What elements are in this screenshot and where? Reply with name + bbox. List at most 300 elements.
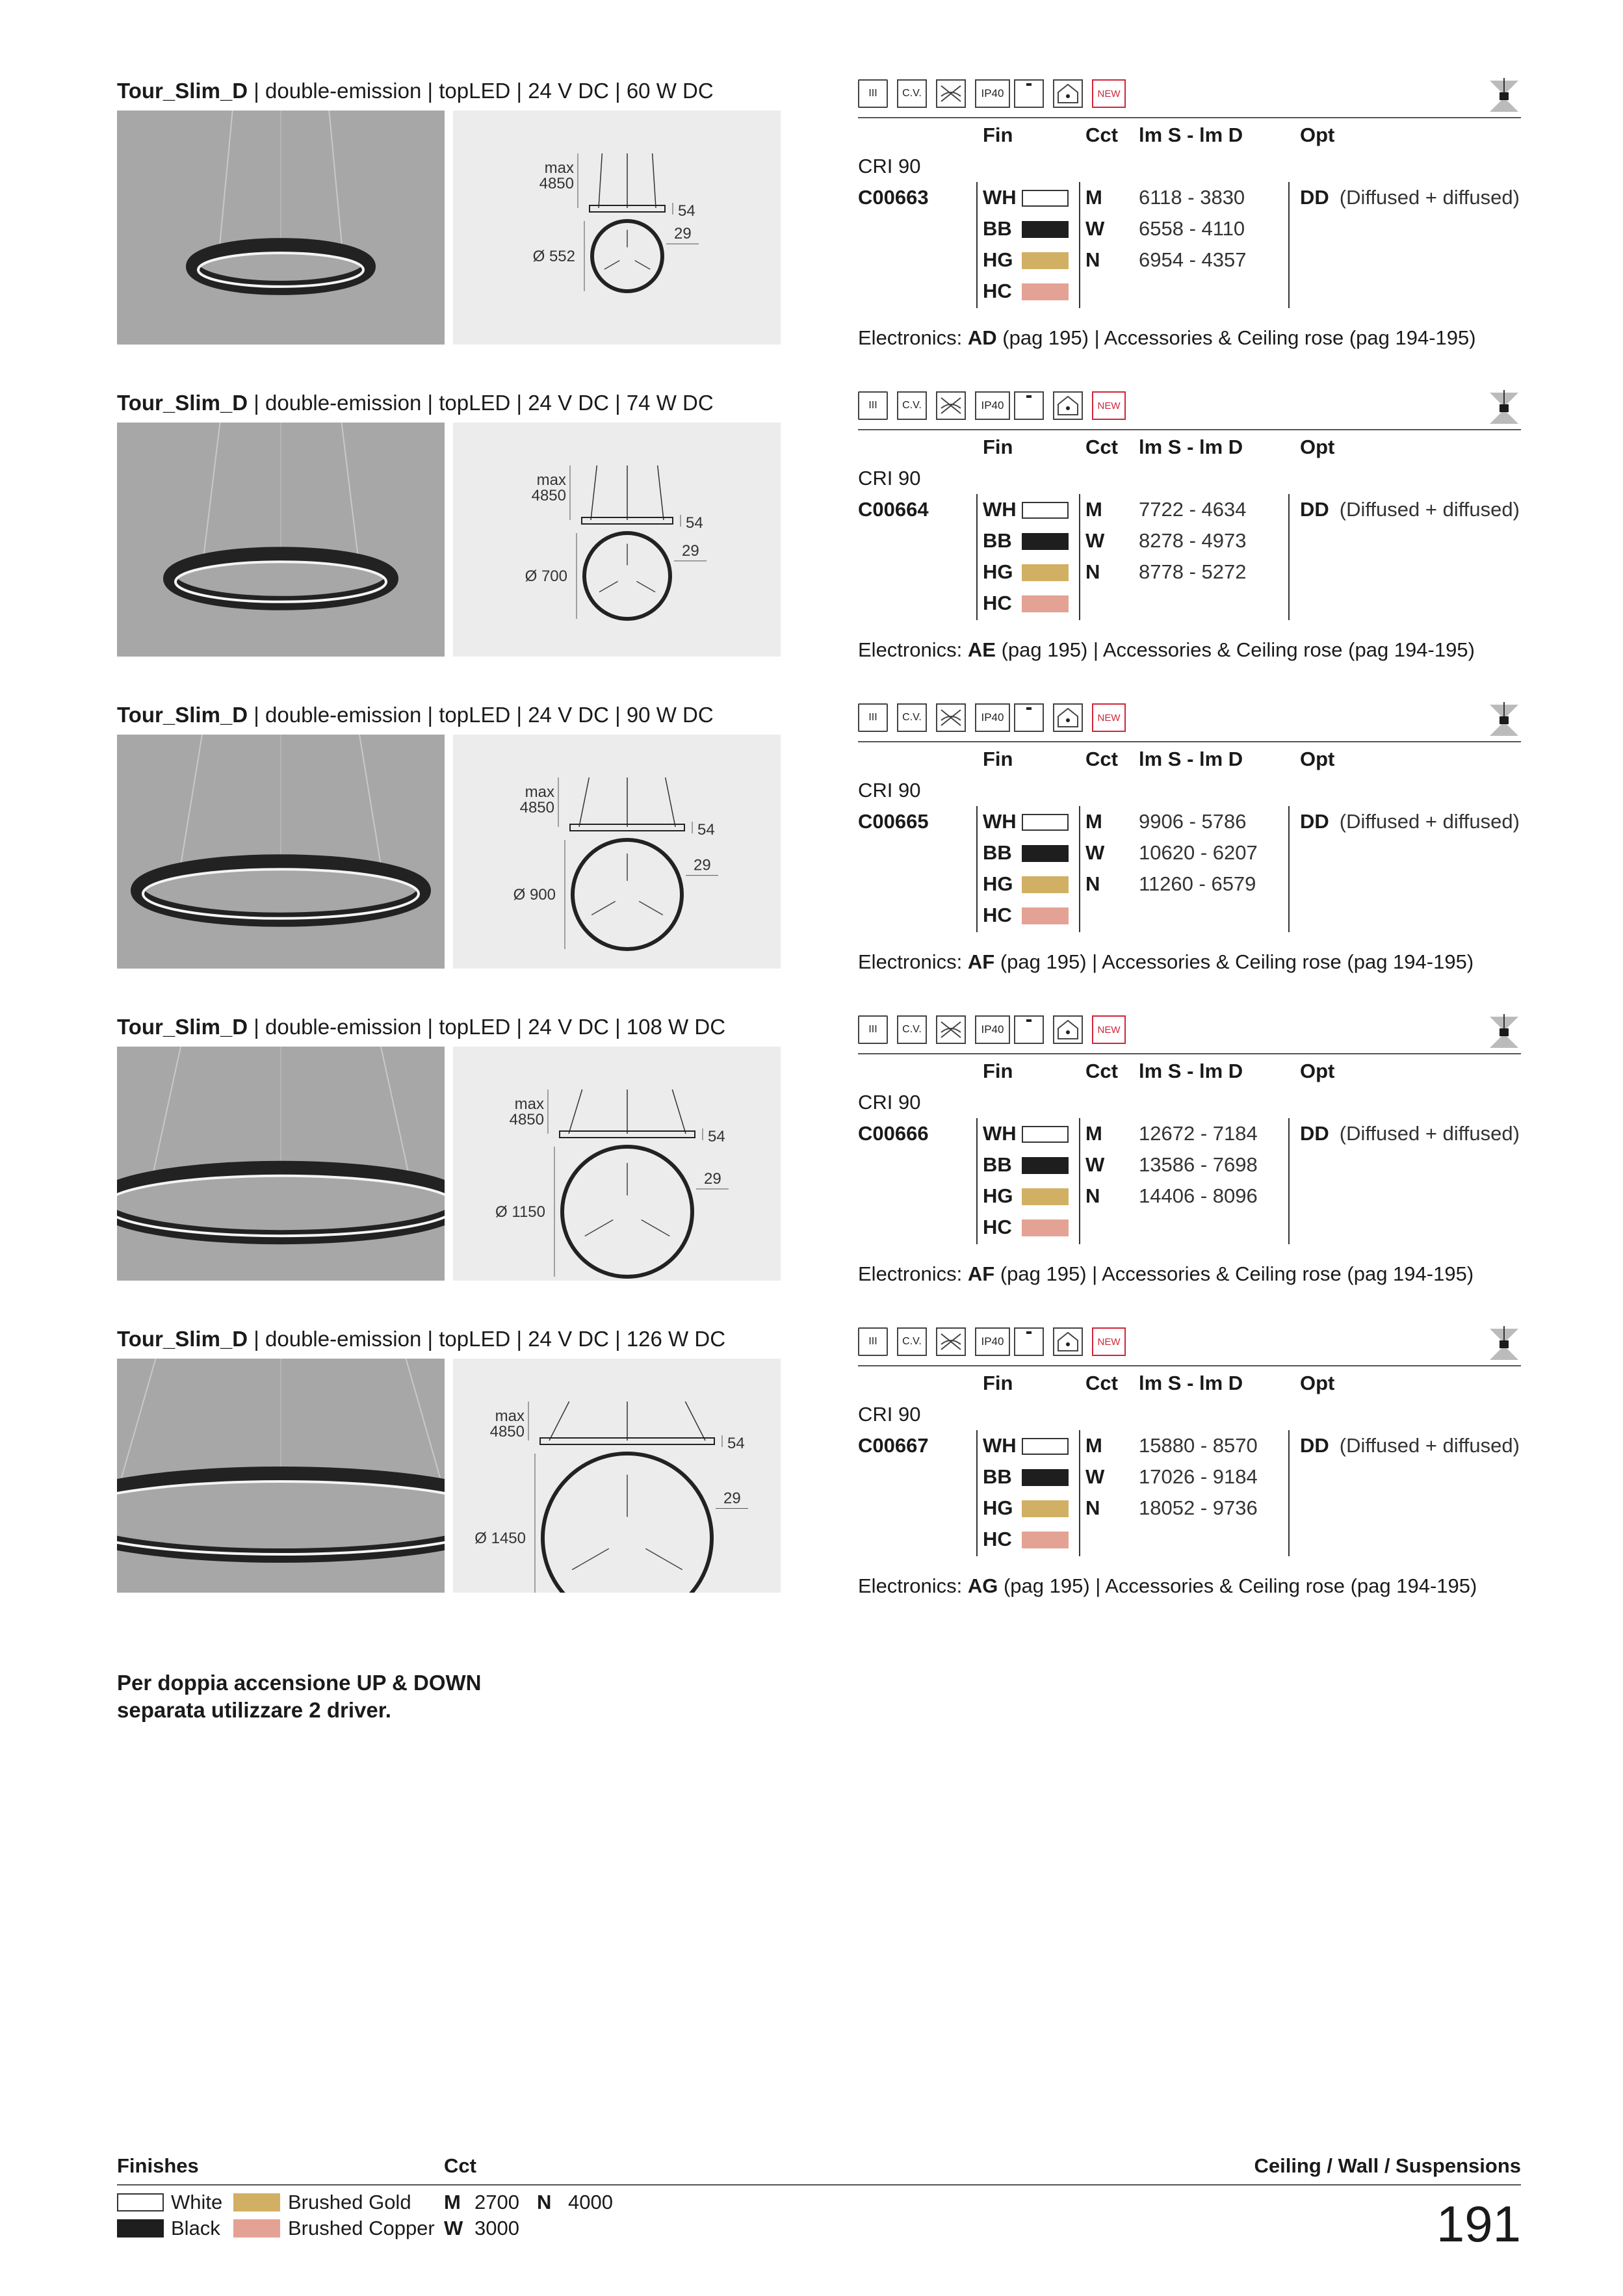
- covering-graphic: [937, 1329, 965, 1355]
- electronics-prefix: Electronics:: [858, 326, 963, 349]
- cct-code: W: [1085, 217, 1105, 240]
- finish-code: BB: [983, 1465, 1012, 1488]
- cct-code: M: [1085, 498, 1102, 521]
- fin-header: Fin: [983, 1372, 1013, 1394]
- indoor-use-icon: [1053, 79, 1083, 108]
- optics-code: DD: [1300, 810, 1329, 833]
- finish-swatch: [1022, 1220, 1069, 1236]
- finish-swatch: [1022, 1500, 1069, 1517]
- covering-graphic: [937, 1017, 965, 1043]
- finish-code: WH: [983, 186, 1017, 209]
- dimension-max-value: 4850: [489, 1423, 525, 1441]
- dimension-height: 54: [708, 1128, 725, 1145]
- column-separator: [976, 1118, 978, 1244]
- electronics-suffix: (pag 195) | Accessories & Ceiling rose (pag 194-195): [1001, 638, 1475, 661]
- electronics-reference: [858, 638, 1475, 662]
- product-name: Tour_Slim_D: [117, 1015, 248, 1039]
- dimension-profile: 29: [723, 1489, 741, 1507]
- ceiling-graphic: [1015, 1017, 1043, 1043]
- drawing-wire: [653, 153, 656, 208]
- double-switching-note: [117, 1669, 482, 1724]
- column-separator: [1079, 1118, 1080, 1244]
- finish-swatch: [1022, 1157, 1069, 1174]
- column-separator: [1079, 494, 1080, 620]
- lumen-header: lm S - lm D: [1139, 436, 1243, 458]
- electronics-suffix: (pag 195) | Accessories & Ceiling rose (pag 194-195): [1003, 1574, 1477, 1597]
- cct-code: N: [1085, 1496, 1100, 1519]
- ceiling-mount-icon: [1014, 79, 1044, 108]
- product-photo: [117, 1047, 445, 1281]
- lumen-value: 10620 - 6207: [1139, 841, 1258, 864]
- dimension-diameter: Ø 552: [532, 248, 575, 265]
- finish-swatch: [1022, 190, 1069, 207]
- finish-swatch: [1022, 502, 1069, 519]
- ring-spoke: [635, 261, 650, 270]
- product-description: | double-emission | topLED | 24 V DC | 60 W DC: [253, 79, 714, 103]
- product-title: [117, 702, 714, 728]
- suspension-body: [1500, 716, 1509, 724]
- ceiling-mount-icon: [1014, 1327, 1044, 1356]
- dimension-profile: 29: [674, 225, 692, 243]
- electronics-reference: [858, 326, 1476, 350]
- certification-icons: [858, 703, 1521, 735]
- product-row: [117, 702, 1521, 1001]
- finish-code: BB: [983, 217, 1012, 240]
- fin-header: Fin: [983, 436, 1013, 458]
- class-iii-icon: III: [858, 79, 888, 108]
- cct-code: M: [1085, 186, 1102, 209]
- spec-table: [858, 78, 1521, 377]
- technical-drawing-graphic: [453, 1359, 781, 1593]
- dimension-profile: 29: [704, 1170, 721, 1188]
- lumen-value: 9906 - 5786: [1139, 810, 1247, 833]
- electronics-code: AF: [967, 1262, 995, 1285]
- finish-swatch: [1022, 533, 1069, 550]
- product-row: [117, 1014, 1521, 1313]
- suspension-body: [1500, 404, 1509, 412]
- lumen-value: 12672 - 7184: [1139, 1122, 1258, 1145]
- optics-code: DD: [1300, 1434, 1329, 1457]
- product-title: [117, 390, 714, 416]
- product-row: [117, 78, 1521, 377]
- no-covering-icon: [936, 703, 966, 732]
- drawing-wire: [672, 1089, 686, 1134]
- pendant-photo-graphic: [117, 423, 445, 657]
- electronics-reference: [858, 1262, 1474, 1286]
- optics-description: (Diffused + diffused): [1339, 810, 1520, 833]
- dimension-max-label: max: [514, 1095, 544, 1113]
- ceiling-mark: [1026, 1019, 1032, 1022]
- indoor-use-icon: [1053, 1327, 1083, 1356]
- finish-swatch: [1022, 1438, 1069, 1455]
- technical-drawing-graphic: [453, 111, 781, 345]
- electronics-suffix: (pag 195) | Accessories & Ceiling rose (pag 194-195): [1002, 326, 1476, 349]
- black-swatch: [117, 2219, 164, 2237]
- ring-plan-view: [543, 1454, 712, 1593]
- ceiling-mark: [1026, 707, 1032, 710]
- ip40-icon: IP40: [975, 703, 1010, 732]
- section-title: Ceiling / Wall / Suspensions: [1254, 2154, 1521, 2177]
- house-graphic: [1054, 1017, 1082, 1043]
- certification-icons: [858, 1327, 1521, 1359]
- spec-divider: [858, 429, 1521, 430]
- finish-swatch: [1022, 1188, 1069, 1205]
- spec-table: [858, 1326, 1521, 1625]
- white-label: White: [171, 2191, 223, 2213]
- lumen-value: 6954 - 4357: [1139, 248, 1247, 271]
- gold-swatch: [233, 2193, 280, 2211]
- spec-divider: [858, 1365, 1521, 1366]
- ring-spoke: [639, 902, 663, 915]
- class-iii-icon: III: [858, 1015, 888, 1044]
- finish-swatch: [1022, 252, 1069, 269]
- lumen-value: 8278 - 4973: [1139, 529, 1247, 552]
- ceiling-mark: [1026, 1331, 1032, 1334]
- drawing-wire: [569, 1089, 582, 1134]
- pendant-photo-graphic: [117, 1047, 445, 1281]
- dimension-max-label: max: [544, 159, 574, 177]
- ceiling-graphic: [1015, 705, 1043, 731]
- electronics-suffix: (pag 195) | Accessories & Ceiling rose (pag 194-195): [1000, 1262, 1474, 1285]
- column-separator: [1079, 182, 1080, 308]
- lumen-value: 8778 - 5272: [1139, 560, 1247, 583]
- suspension-body: [1500, 1340, 1509, 1348]
- dimension-diameter: Ø 1450: [474, 1530, 526, 1547]
- product-row: [117, 390, 1521, 689]
- finish-code: BB: [983, 1153, 1012, 1176]
- optics-code: DD: [1300, 1122, 1329, 1145]
- electronics-prefix: Electronics:: [858, 950, 963, 973]
- suspension-wire: [220, 111, 233, 249]
- column-separator: [1288, 1430, 1290, 1556]
- cct-header: Cct: [1085, 124, 1118, 146]
- spec-table: [858, 1014, 1521, 1313]
- cct-code: N: [1085, 560, 1100, 583]
- page-number: 191: [1436, 2195, 1521, 2252]
- cct-n-code: N: [537, 2191, 552, 2213]
- finish-swatch: [1022, 845, 1069, 862]
- class-iii-icon: III: [858, 703, 888, 732]
- no-covering-icon: [936, 79, 966, 108]
- finish-code: HC: [983, 1216, 1012, 1238]
- cct-code: W: [1085, 1465, 1105, 1488]
- opt-header: Opt: [1300, 124, 1335, 146]
- opt-header: Opt: [1300, 436, 1335, 458]
- product-code: C00663: [858, 186, 929, 209]
- technical-drawing: [453, 111, 781, 345]
- cct-w-value: 3000: [474, 2217, 519, 2239]
- cct-w-code: W: [444, 2217, 463, 2239]
- pendant-photo-graphic: [117, 1359, 445, 1593]
- suspension-down-cone: [1490, 1036, 1518, 1048]
- house-outline: [1058, 85, 1078, 103]
- pendant-photo-graphic: [117, 735, 445, 969]
- suspension-graphic: [1487, 390, 1521, 426]
- drawing-wire: [599, 153, 602, 208]
- indoor-use-icon: [1053, 703, 1083, 732]
- gold-label: Brushed Gold: [288, 2191, 411, 2213]
- electronics-reference: [858, 950, 1474, 974]
- dimension-max-label: max: [525, 783, 554, 801]
- new-badge: NEW: [1092, 79, 1126, 108]
- finish-code: HC: [983, 592, 1012, 614]
- house-dot: [1066, 406, 1070, 410]
- product-description: | double-emission | topLED | 24 V DC | 74 W DC: [253, 391, 714, 415]
- ceiling-mount-icon: [1014, 391, 1044, 420]
- footer-divider: [117, 2184, 1521, 2185]
- technical-drawing: [453, 1047, 781, 1281]
- optics-option: [1300, 498, 1520, 521]
- house-dot: [1066, 718, 1070, 722]
- ring-body: [117, 1168, 445, 1237]
- fin-header: Fin: [983, 124, 1013, 146]
- finish-code: HC: [983, 904, 1012, 926]
- cct-header: Cct: [1085, 1372, 1118, 1394]
- ip40-icon: IP40: [975, 1015, 1010, 1044]
- product-title: [117, 78, 714, 104]
- finish-code: HC: [983, 280, 1012, 302]
- dimension-max-value: 4850: [531, 487, 566, 504]
- ceiling-graphic: [1015, 1329, 1043, 1355]
- ring-spoke: [591, 902, 616, 915]
- cct-code: W: [1085, 529, 1105, 552]
- finish-code: WH: [983, 1122, 1017, 1145]
- electronics-code: AE: [967, 638, 996, 661]
- ring-spoke: [599, 581, 618, 592]
- cct-code: W: [1085, 1153, 1105, 1176]
- suspension-wire: [329, 111, 342, 249]
- dimension-height: 54: [686, 514, 703, 532]
- dimension-height: 54: [678, 202, 695, 220]
- ceiling-mark: [1026, 83, 1032, 86]
- suspension-graphic: [1487, 1326, 1521, 1363]
- constant-voltage-icon: C.V.: [897, 79, 927, 108]
- suspension-body: [1500, 1028, 1509, 1036]
- suspension-body: [1500, 92, 1509, 100]
- ring-light: [143, 869, 419, 919]
- opt-header: Opt: [1300, 748, 1335, 770]
- product-code: C00666: [858, 1122, 929, 1145]
- spec-divider: [858, 117, 1521, 118]
- house-dot: [1066, 94, 1070, 98]
- fin-header: Fin: [983, 748, 1013, 770]
- spec-divider: [858, 1053, 1521, 1054]
- electronics-prefix: Electronics:: [858, 1262, 963, 1285]
- finish-swatch: [1022, 283, 1069, 300]
- copper-label: Brushed Copper: [288, 2217, 435, 2239]
- cct-code: W: [1085, 841, 1105, 864]
- optics-code: DD: [1300, 498, 1329, 521]
- technical-drawing: [453, 1359, 781, 1593]
- product-title: [117, 1014, 725, 1040]
- drawing-wire: [685, 1402, 705, 1441]
- optics-description: (Diffused + diffused): [1339, 1434, 1520, 1457]
- drawing-wire: [658, 465, 664, 520]
- new-badge: NEW: [1092, 703, 1126, 732]
- product-name: Tour_Slim_D: [117, 79, 248, 103]
- certification-icons: [858, 79, 1521, 111]
- finish-swatch: [1022, 907, 1069, 924]
- finish-code: HC: [983, 1528, 1012, 1550]
- finish-code: BB: [983, 529, 1012, 552]
- optics-code: DD: [1300, 186, 1329, 209]
- ring-spoke: [645, 1548, 682, 1570]
- no-covering-icon: [936, 1015, 966, 1044]
- new-badge: NEW: [1092, 1015, 1126, 1044]
- finish-swatch: [1022, 221, 1069, 238]
- product-name: Tour_Slim_D: [117, 391, 248, 415]
- finish-code: HG: [983, 1496, 1013, 1519]
- indoor-use-icon: [1053, 391, 1083, 420]
- finish-code: HG: [983, 872, 1013, 895]
- house-dot: [1066, 1030, 1070, 1034]
- house-outline: [1058, 709, 1078, 727]
- finish-swatch: [1022, 814, 1069, 831]
- dimension-profile: 29: [694, 856, 711, 874]
- ring-spoke: [572, 1548, 609, 1570]
- house-graphic: [1054, 1329, 1082, 1355]
- cct-m-code: M: [444, 2191, 461, 2213]
- dimension-max-label: max: [495, 1407, 525, 1425]
- suspension-wire: [406, 1359, 441, 1478]
- technical-drawing-graphic: [453, 735, 781, 969]
- optics-description: (Diffused + diffused): [1339, 1122, 1520, 1145]
- cri-value: CRI 90: [858, 1403, 921, 1426]
- suspension-down-cone: [1490, 1348, 1518, 1360]
- lumen-header: lm S - lm D: [1139, 124, 1243, 146]
- product-description: | double-emission | topLED | 24 V DC | 126 W DC: [253, 1327, 726, 1351]
- covering-graphic: [937, 81, 965, 107]
- ring-spoke: [642, 1220, 670, 1236]
- electronics-prefix: Electronics:: [858, 638, 963, 661]
- new-badge: NEW: [1092, 1327, 1126, 1356]
- suspension-type-icon: [1487, 1014, 1521, 1054]
- suspension-wire: [359, 735, 381, 865]
- house-dot: [1066, 1342, 1070, 1346]
- suspension-wire: [342, 423, 359, 558]
- class-iii-icon: III: [858, 391, 888, 420]
- finish-code: WH: [983, 498, 1017, 521]
- electronics-code: AD: [967, 326, 997, 349]
- electronics-suffix: (pag 195) | Accessories & Ceiling rose (pag 194-195): [1000, 950, 1474, 973]
- product-photo: [117, 111, 445, 345]
- cct-code: M: [1085, 1434, 1102, 1457]
- ring-light: [175, 562, 386, 602]
- electronics-reference: [858, 1574, 1477, 1598]
- column-separator: [1288, 182, 1290, 308]
- finish-swatch: [1022, 1126, 1069, 1143]
- cct-code: N: [1085, 248, 1100, 271]
- house-graphic: [1054, 705, 1082, 731]
- constant-voltage-icon: C.V.: [897, 1327, 927, 1356]
- ip40-icon: IP40: [975, 79, 1010, 108]
- cct-title: Cct: [444, 2154, 476, 2177]
- lumen-value: 14406 - 8096: [1139, 1184, 1258, 1207]
- no-covering-icon: [936, 1327, 966, 1356]
- suspension-wire: [381, 1047, 408, 1172]
- lumen-value: 18052 - 9736: [1139, 1496, 1258, 1519]
- no-covering-icon: [936, 391, 966, 420]
- cct-header: Cct: [1085, 436, 1118, 458]
- column-separator: [976, 182, 978, 308]
- ceiling-graphic: [1015, 81, 1043, 107]
- finishes-title: Finishes: [117, 2154, 199, 2177]
- optics-option: [1300, 1122, 1520, 1145]
- optics-description: (Diffused + diffused): [1339, 186, 1520, 209]
- optics-option: [1300, 186, 1520, 209]
- drawing-wire: [579, 777, 589, 827]
- dimension-diameter: Ø 1150: [495, 1203, 545, 1221]
- lumen-value: 7722 - 4634: [1139, 498, 1247, 521]
- finish-code: HG: [983, 560, 1013, 583]
- technical-drawing-graphic: [453, 423, 781, 657]
- spec-table: [858, 390, 1521, 689]
- suspension-graphic: [1487, 1014, 1521, 1050]
- house-outline: [1058, 1333, 1078, 1351]
- cct-n-value: 4000: [568, 2191, 613, 2213]
- optics-option: [1300, 810, 1520, 833]
- house-graphic: [1054, 393, 1082, 419]
- opt-header: Opt: [1300, 1372, 1335, 1394]
- ip40-icon: IP40: [975, 1327, 1010, 1356]
- finish-code: HG: [983, 248, 1013, 271]
- finish-swatch: [1022, 1469, 1069, 1486]
- cct-code: N: [1085, 872, 1100, 895]
- suspension-type-icon: [1487, 702, 1521, 742]
- lumen-value: 11260 - 6579: [1139, 872, 1256, 895]
- finish-code: BB: [983, 841, 1012, 864]
- cct-header: Cct: [1085, 748, 1118, 770]
- ceiling-graphic: [1015, 393, 1043, 419]
- suspension-down-cone: [1490, 100, 1518, 112]
- suspension-type-icon: [1487, 78, 1521, 118]
- product-photo: [117, 423, 445, 657]
- lumen-header: lm S - lm D: [1139, 748, 1243, 770]
- black-label: Black: [171, 2217, 220, 2239]
- column-separator: [1288, 806, 1290, 932]
- product-row: [117, 1326, 1521, 1625]
- suspension-down-cone: [1490, 724, 1518, 736]
- column-separator: [976, 1430, 978, 1556]
- lumen-value: 13586 - 7698: [1139, 1153, 1258, 1176]
- product-description: | double-emission | topLED | 24 V DC | 90 W DC: [253, 703, 714, 727]
- copper-swatch: [233, 2219, 280, 2237]
- dimension-height: 54: [697, 821, 715, 839]
- product-code: C00667: [858, 1434, 929, 1457]
- column-separator: [976, 494, 978, 620]
- technical-drawing-graphic: [453, 1047, 781, 1281]
- finish-swatch: [1022, 876, 1069, 893]
- cct-code: M: [1085, 810, 1102, 833]
- cct-header: Cct: [1085, 1060, 1118, 1082]
- drawing-wire: [591, 465, 597, 520]
- cri-value: CRI 90: [858, 467, 921, 489]
- lumen-value: 17026 - 9184: [1139, 1465, 1258, 1488]
- ceiling-mark: [1026, 395, 1032, 398]
- dimension-max-value: 4850: [539, 175, 574, 192]
- ceiling-mount-icon: [1014, 1015, 1044, 1044]
- ring-spoke: [636, 581, 655, 592]
- ceiling-mount-icon: [1014, 703, 1044, 732]
- cct-code: N: [1085, 1184, 1100, 1207]
- column-separator: [1288, 494, 1290, 620]
- suspension-wire: [153, 1047, 181, 1172]
- product-photo: [117, 735, 445, 969]
- suspension-wire: [181, 735, 202, 865]
- suspension-down-cone: [1490, 412, 1518, 424]
- ring-spoke: [585, 1220, 614, 1236]
- suspension-graphic: [1487, 702, 1521, 738]
